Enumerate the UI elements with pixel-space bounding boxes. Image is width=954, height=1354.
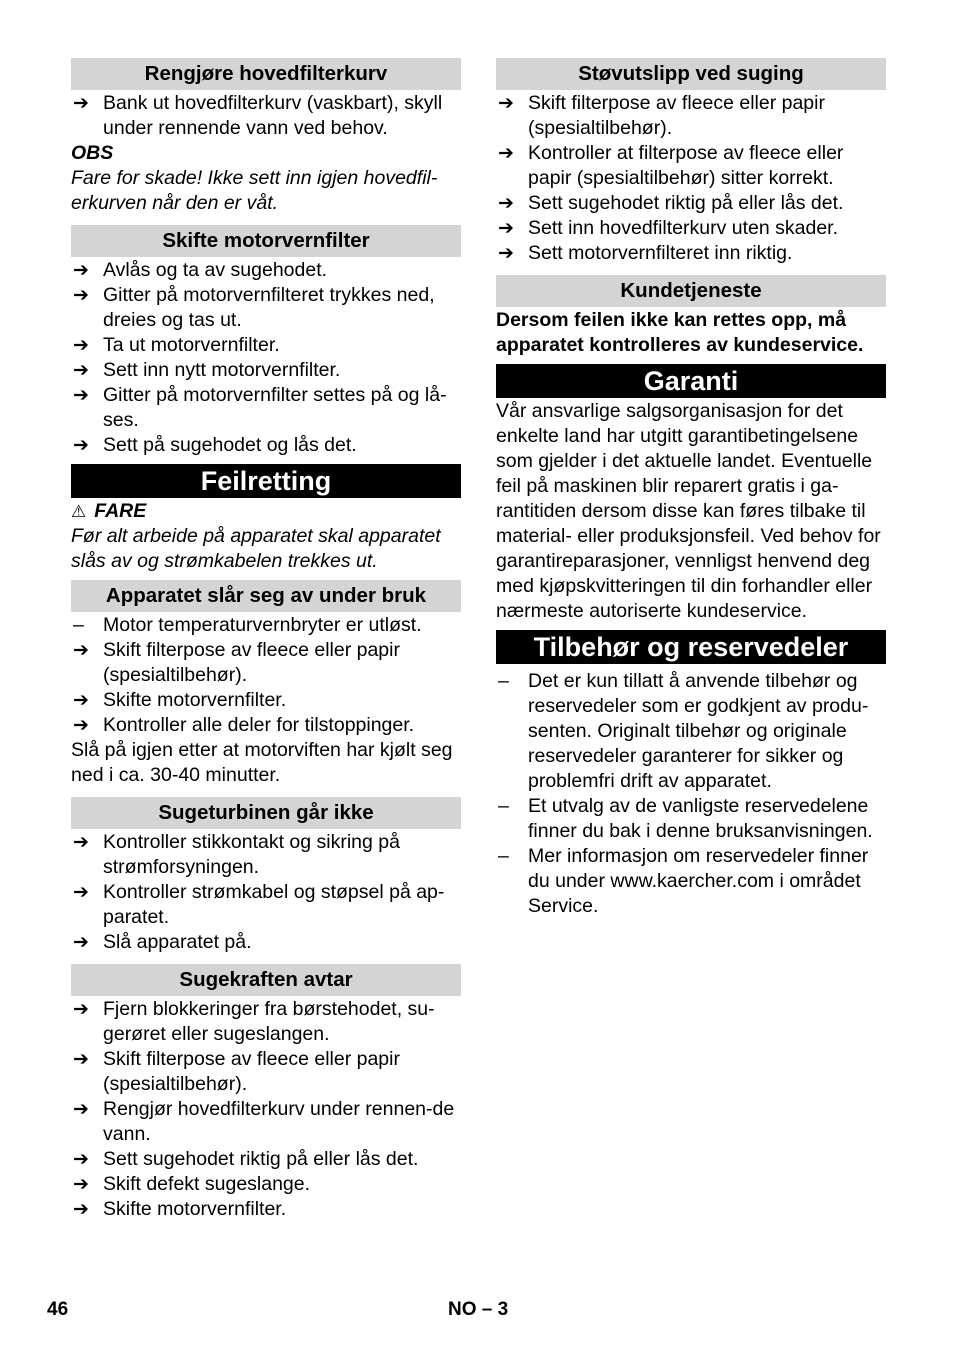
- warning-text: Før alt arbeide på apparatet skal apparatet slås av og strømkabelen trekkes ut.: [71, 525, 441, 572]
- arrow-right-icon: ➔: [498, 143, 514, 164]
- list-item: ➔ Kontroller at filterpose av fleece eller papir (spesialtilbehør) sitter korrekt.: [498, 142, 844, 189]
- arrow-right-icon: ➔: [73, 690, 89, 711]
- arrow-right-icon: ➔: [73, 435, 89, 456]
- arrow-right-icon: ➔: [73, 1174, 89, 1195]
- left-column: [71, 58, 461, 1222]
- list-item: ➔ Skift defekt sugeslange.: [73, 1173, 311, 1195]
- arrow-right-icon: ➔: [498, 193, 514, 214]
- note-title: OBS: [71, 142, 114, 164]
- list-item: ➔ Gitter på motorvernfilter settes på og lå-ses.: [73, 384, 447, 431]
- heading-feilretting: Feilretting: [71, 464, 461, 498]
- arrow-right-icon: ➔: [73, 1199, 89, 1220]
- paragraph: Slå på igjen etter at motorviften har kjølt seg ned i ca. 30-40 minutter.: [71, 739, 453, 786]
- heading-apparatet-slar-seg-av: Apparatet slår seg av under bruk: [71, 580, 461, 612]
- note-text: Fare for skade! Ikke sett inn igjen hovedfil- erkurven når den er våt.: [71, 167, 438, 214]
- arrow-right-icon: ➔: [498, 218, 514, 239]
- list-item: ➔ Gitter på motorvernfilteret trykkes ned, dreies og tas ut.: [73, 284, 435, 331]
- dash-icon: –: [498, 795, 509, 817]
- kundetjeneste-text: Dersom feilen ikke kan rettes opp, må apparatet kontrolleres av kundeservice.: [496, 309, 864, 356]
- arrow-right-icon: ➔: [73, 93, 89, 114]
- list-item: – Et utvalg av de vanligste reservedelene finner du bak i denne bruksanvisningen.: [498, 795, 873, 842]
- list-item: ➔ Sett inn nytt motorvernfilter.: [73, 359, 341, 381]
- garanti-text: Vår ansvarlige salgsorganisasjon for det enkelte land har utgitt garantibetingelsene som gjelder i det aktuelle landet. Eventuelle feil på maskinen blir reparert gratis i ga-rantitiden dersom disse kan føres tilbake til material- eller produksjonsfeil. Ved behov for garantireparasjoner, vennligst henvend deg med kjøpskvitteringen til din forhandler eller nærmeste autoriserte kundeservice.: [496, 400, 881, 622]
- list-item: ➔ Avlås og ta av sugehodet.: [73, 259, 328, 281]
- list-item: – Motor temperaturvernbryter er utløst.: [73, 614, 422, 636]
- arrow-right-icon: ➔: [73, 832, 89, 853]
- dash-icon: –: [498, 845, 509, 867]
- list-item: – Det er kun tillatt å anvende tilbehør og reservedeler som er godkjent av produ-senten. Originalt tilbehør og originale reservedeler garanterer for sikker og problemfri drift av apparatet.: [498, 670, 869, 792]
- list-item: ➔ Sett på sugehodet og lås det.: [73, 434, 357, 456]
- list-item: ➔ Sett sugehodet riktig på eller lås det.: [498, 192, 844, 214]
- heading-skifte-motorvernfilter: Skifte motorvernfilter: [71, 225, 461, 257]
- page-code: NO – 3: [448, 1299, 509, 1320]
- arrow-right-icon: ➔: [73, 1099, 89, 1120]
- arrow-right-icon: ➔: [73, 932, 89, 953]
- arrow-right-icon: ➔: [73, 640, 89, 661]
- list-item: ➔ Sett inn hovedfilterkurv uten skader.: [498, 217, 839, 239]
- right-column: [496, 58, 886, 919]
- list-item: ➔ Kontroller strømkabel og støpsel på ap-paratet.: [73, 881, 445, 928]
- arrow-right-icon: ➔: [73, 1149, 89, 1170]
- arrow-right-icon: ➔: [73, 882, 89, 903]
- list-item: ➔ Skifte motorvernfilter.: [73, 1198, 287, 1220]
- list-item: ➔ Skift filterpose av fleece eller papir (spesialtilbehør).: [73, 1048, 400, 1095]
- warning-icon: ⚠: [71, 502, 87, 521]
- list-item: ➔ Skift filterpose av fleece eller papir (spesialtilbehør).: [498, 92, 825, 139]
- list-item: ➔ Sett sugehodet riktig på eller lås det.: [73, 1148, 419, 1170]
- list-item: ➔ Ta ut motorvernfilter.: [73, 334, 280, 356]
- list-item: ➔ Bank ut hovedfilterkurv (vaskbart), skyll under rennende vann ved behov.: [73, 92, 443, 139]
- list-item: – Mer informasjon om reservedeler finner du under www.kaercher.com i området Service.: [498, 845, 869, 917]
- list-item: ➔ Skifte motorvernfilter.: [73, 689, 287, 711]
- arrow-right-icon: ➔: [73, 360, 89, 381]
- arrow-right-icon: ➔: [73, 285, 89, 306]
- heading-sugekraften-avtar: Sugekraften avtar: [71, 964, 461, 996]
- heading-kundetjeneste: Kundetjeneste: [496, 275, 886, 307]
- list-item: ➔ Kontroller alle deler for tilstoppinger.: [73, 714, 415, 736]
- heading-garanti: Garanti: [496, 364, 886, 398]
- warning-title: ⚠ FARE: [71, 500, 147, 522]
- dash-icon: –: [498, 670, 509, 692]
- arrow-right-icon: ➔: [73, 999, 89, 1020]
- page-number: 46: [47, 1299, 69, 1320]
- heading-sugeturbinen-gar-ikke: Sugeturbinen går ikke: [71, 797, 461, 829]
- list-item: ➔ Kontroller stikkontakt og sikring på strømforsyningen.: [73, 831, 400, 878]
- arrow-right-icon: ➔: [498, 243, 514, 264]
- list-item: ➔ Fjern blokkeringer fra børstehodet, su-gerøret eller sugeslangen.: [73, 998, 435, 1045]
- list-item: ➔ Skift filterpose av fleece eller papir (spesialtilbehør).: [73, 639, 400, 686]
- heading-tilbehor-og-reservedeler: Tilbehør og reservedeler: [496, 630, 886, 664]
- arrow-right-icon: ➔: [73, 335, 89, 356]
- arrow-right-icon: ➔: [73, 260, 89, 281]
- arrow-right-icon: ➔: [73, 715, 89, 736]
- heading-stovutslipp-ved-suging: Støvutslipp ved suging: [496, 58, 886, 90]
- heading-rengjore-hovedfilterkurv: Rengjøre hovedfilterkurv: [71, 58, 461, 90]
- arrow-right-icon: ➔: [73, 1049, 89, 1070]
- list-item: ➔ Sett motorvernfilteret inn riktig.: [498, 242, 793, 264]
- list-item: ➔ Rengjør hovedfilterkurv under rennen-de vann.: [73, 1098, 455, 1145]
- arrow-right-icon: ➔: [73, 385, 89, 406]
- list-item: ➔ Slå apparatet på.: [73, 931, 252, 953]
- dash-icon: –: [73, 614, 84, 636]
- arrow-right-icon: ➔: [498, 93, 514, 114]
